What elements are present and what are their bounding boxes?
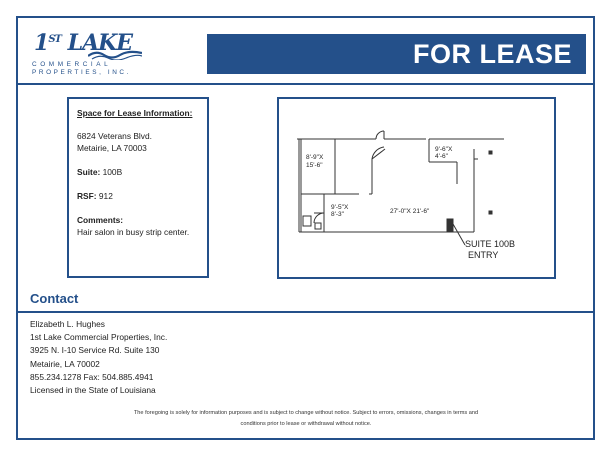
comments-value: Hair salon in busy strip center. — [77, 227, 190, 237]
comments-label: Comments: — [77, 215, 124, 225]
entry-label-line1: SUITE 100B — [465, 239, 516, 249]
contact-divider — [16, 311, 595, 313]
contact-phones: 855.234.1278 Fax: 504.885.4941 — [30, 371, 154, 382]
contact-license: Licensed in the State of Louisiana — [30, 385, 156, 396]
room2-dim-b: 4'-6" — [435, 153, 448, 160]
contact-name: Elizabeth L. Hughes — [30, 319, 105, 329]
banner-title: FOR LEASE — [412, 38, 572, 69]
disclaimer — [0, 408, 612, 430]
room3-dim-b: 8'-3" — [331, 211, 344, 218]
header-divider — [16, 83, 595, 85]
for-lease-banner — [207, 34, 586, 74]
address-line2: Metairie, LA 70003 — [77, 143, 147, 153]
contact-address1: 3925 N. I-10 Service Rd. Suite 130 — [30, 345, 160, 356]
address-line1: 6824 Veterans Blvd. — [77, 131, 152, 141]
room2-dim-a: 9'-6"X — [435, 146, 453, 153]
suite-row — [77, 166, 207, 178]
suite-value: 100B — [102, 167, 123, 177]
rsf-label: RSF: — [77, 191, 97, 201]
disclaimer-line2: conditions prior to lease or withdrawal without notice. — [240, 421, 372, 427]
comments-block — [77, 214, 207, 238]
lease-info-box — [67, 97, 209, 278]
floor-plan-box — [277, 97, 556, 279]
logo-line-properties: PROPERTIES, INC. — [32, 69, 132, 76]
room3-dim-a: 9'-5"X — [331, 204, 349, 211]
contact-address2: Metairie, LA 70002 — [30, 358, 100, 369]
logo-wave-icon — [88, 50, 142, 60]
logo-brand: 1ST LAKE — [34, 30, 133, 56]
property-address — [77, 130, 207, 154]
contact-company: 1st Lake Commercial Properties, Inc. — [30, 332, 168, 343]
disclaimer-line1: The foregoing is solely for information purposes and is subject to change without notice. Subject to errors, omissions, changes in terms and — [133, 410, 479, 416]
room1-dim-a: 8'-9"X — [306, 154, 324, 161]
contact-heading: Contact — [30, 291, 79, 306]
main-room-dim: 27'-0"X 21'-6" — [390, 208, 430, 215]
logo-line-commercial: COMMERCIAL — [32, 61, 112, 68]
contact-details — [30, 318, 167, 397]
rsf-row — [77, 190, 207, 202]
lease-info-heading: Space for Lease Information: — [77, 108, 193, 118]
floor-plan-drawing — [279, 99, 554, 277]
suite-label: Suite: — [77, 167, 101, 177]
room1-dim-b: 15'-6" — [306, 162, 323, 169]
company-logo — [26, 30, 146, 76]
rsf-value: 912 — [98, 191, 113, 201]
entry-label-line2: ENTRY — [468, 250, 499, 260]
